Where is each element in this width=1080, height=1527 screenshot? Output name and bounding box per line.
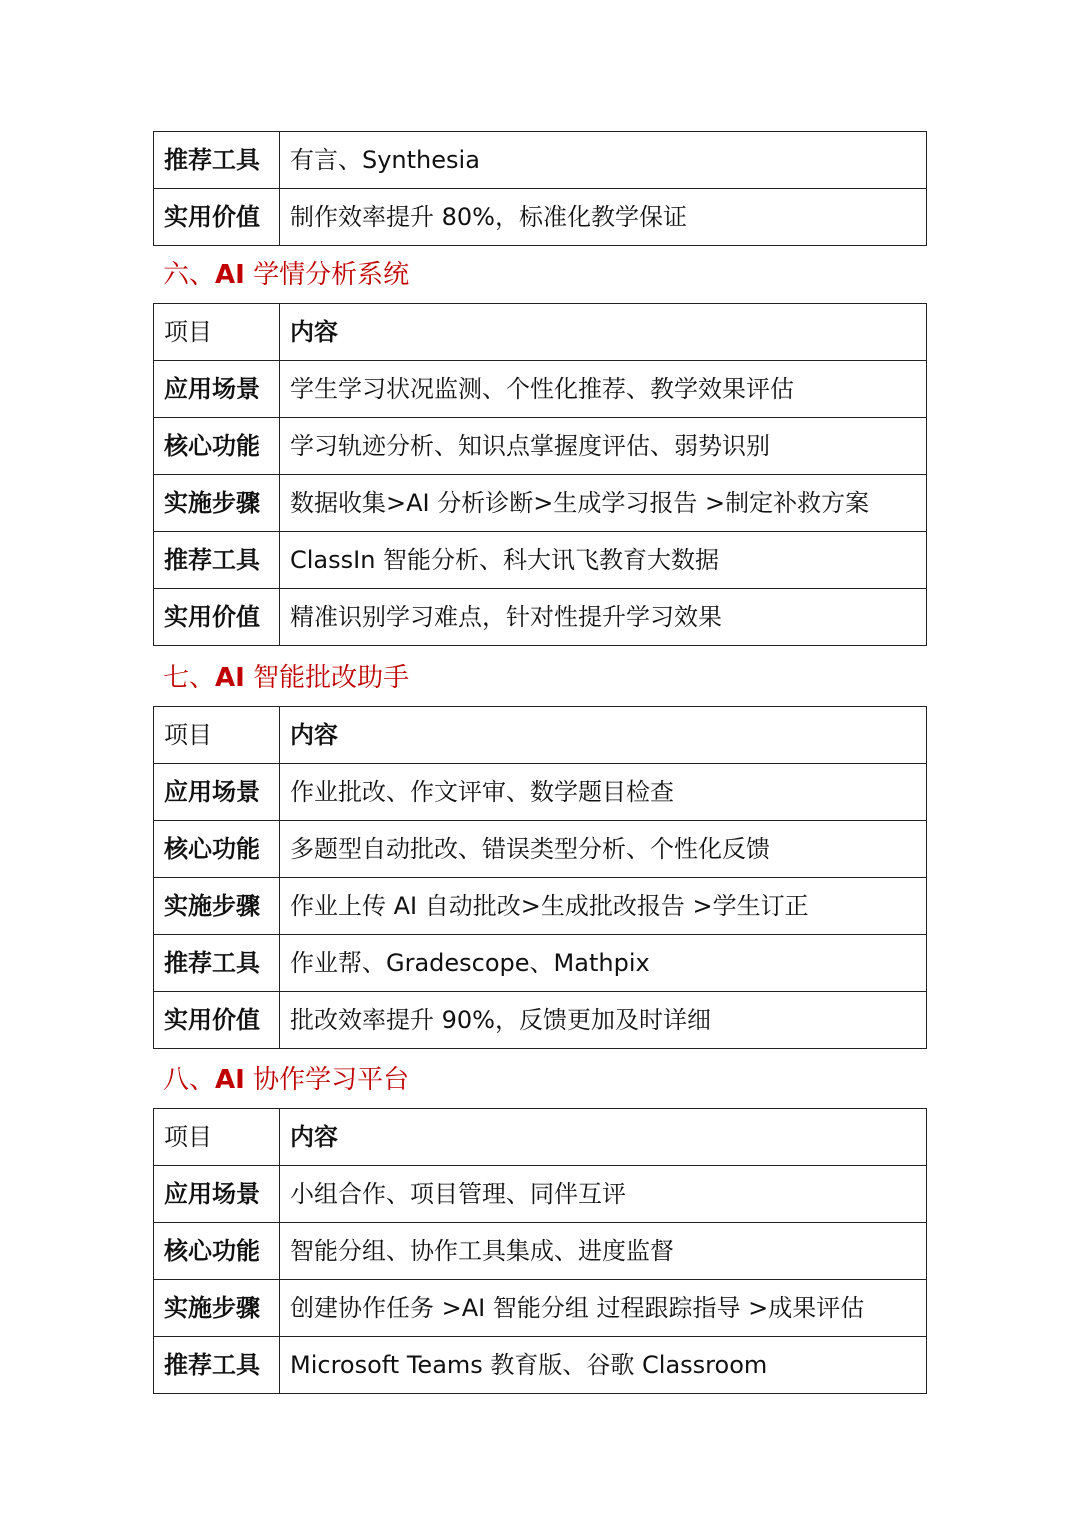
row-key: 核心功能: [154, 821, 280, 878]
table-row: [154, 475, 927, 532]
section-title-prefix: 六、: [163, 260, 216, 290]
row-key: 推荐工具: [154, 132, 280, 189]
section-8-table: [153, 1108, 927, 1394]
section-6-table: [153, 303, 927, 646]
row-key: 核心功能: [154, 1223, 280, 1280]
row-key: 推荐工具: [154, 1337, 280, 1394]
header-key: 项目: [154, 1109, 280, 1166]
section-title-prefix: 七、: [163, 663, 216, 693]
row-value: 学生学习状况监测、个性化推荐、教学效果评估: [280, 361, 927, 418]
table-row: [154, 764, 927, 821]
row-value: 有言、Synthesia: [280, 132, 927, 189]
row-value: ClassIn 智能分析、科大讯飞教育大数据: [280, 532, 927, 589]
row-key: 实施步骤: [154, 878, 280, 935]
table-header-row: [154, 1109, 927, 1166]
row-value: 制作效率提升 80%，标准化教学保证: [280, 189, 927, 246]
section-title-8: [163, 1060, 409, 1100]
row-value: 多题型自动批改、错误类型分析、个性化反馈: [280, 821, 927, 878]
table-row: [154, 935, 927, 992]
row-value: 作业上传 AI 自动批改>生成批改报告 >学生订正: [280, 878, 927, 935]
row-value: 数据收集>AI 分析诊断>生成学习报告 >制定补救方案: [280, 475, 927, 532]
row-value: Microsoft Teams 教育版、谷歌 Classroom: [280, 1337, 927, 1394]
table-row: [154, 589, 927, 646]
section-title-text: 学情分析系统: [244, 260, 410, 290]
row-key: 应用场景: [154, 764, 280, 821]
header-value: 内容: [280, 707, 927, 764]
section-title-7: [163, 658, 409, 698]
row-value: 批改效率提升 90%，反馈更加及时详细: [280, 992, 927, 1049]
row-key: 核心功能: [154, 418, 280, 475]
row-value: 作业批改、作文评审、数学题目检查: [280, 764, 927, 821]
section-title-ai: AI: [215, 260, 245, 290]
row-value: 智能分组、协作工具集成、进度监督: [280, 1223, 927, 1280]
row-key: 实施步骤: [154, 475, 280, 532]
row-value: 作业帮、Gradescope、Mathpix: [280, 935, 927, 992]
row-value: 小组合作、项目管理、同伴互评: [280, 1166, 927, 1223]
header-key: 项目: [154, 707, 280, 764]
table-row: [154, 361, 927, 418]
table-row: [154, 189, 927, 246]
table-row: [154, 878, 927, 935]
table-row: [154, 1223, 927, 1280]
row-key: 实用价值: [154, 189, 280, 246]
section-7-table: [153, 706, 927, 1049]
table-row: [154, 1166, 927, 1223]
row-key: 实用价值: [154, 589, 280, 646]
row-value: 学习轨迹分析、知识点掌握度评估、弱势识别: [280, 418, 927, 475]
top-table: [153, 131, 927, 246]
table-row: [154, 992, 927, 1049]
header-value: 内容: [280, 304, 927, 361]
table-row: [154, 1280, 927, 1337]
section-title-6: [163, 255, 409, 295]
table-header-row: [154, 707, 927, 764]
table-row: [154, 821, 927, 878]
table-row: [154, 418, 927, 475]
section-title-ai: AI: [215, 663, 245, 693]
table-row: [154, 132, 927, 189]
row-value: 精准识别学习难点，针对性提升学习效果: [280, 589, 927, 646]
section-title-ai: AI: [215, 1065, 245, 1095]
row-key: 应用场景: [154, 361, 280, 418]
row-value: 创建协作任务 >AI 智能分组 过程跟踪指导 >成果评估: [280, 1280, 927, 1337]
header-value: 内容: [280, 1109, 927, 1166]
section-title-text: 协作学习平台: [244, 1065, 410, 1095]
row-key: 推荐工具: [154, 532, 280, 589]
table-header-row: [154, 304, 927, 361]
row-key: 实施步骤: [154, 1280, 280, 1337]
row-key: 实用价值: [154, 992, 280, 1049]
header-key: 项目: [154, 304, 280, 361]
section-title-prefix: 八、: [163, 1065, 216, 1095]
table-row: [154, 532, 927, 589]
row-key: 应用场景: [154, 1166, 280, 1223]
table-row: [154, 1337, 927, 1394]
section-title-text: 智能批改助手: [244, 663, 410, 693]
row-key: 推荐工具: [154, 935, 280, 992]
